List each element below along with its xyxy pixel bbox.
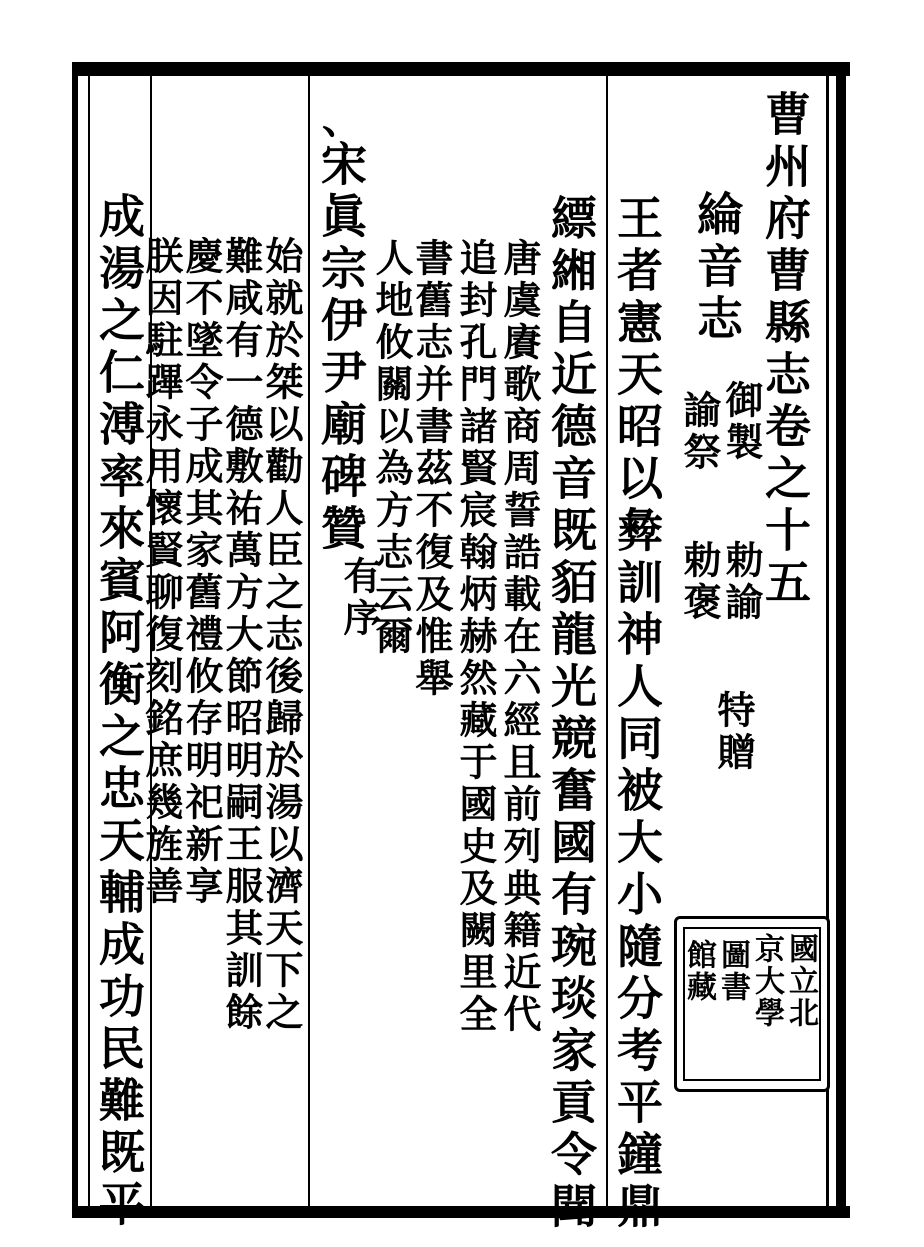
seal-text-col1: 國立北 (783, 933, 818, 1029)
text-column-5: 書舊志并書茲不復及惟舉 (409, 238, 454, 700)
text-column-10: 朕因駐蹕永用懷賢聊復刻銘庶幾旌善 (139, 236, 184, 908)
text-column-7: 始就於桀以勸人臣之志後歸於湯以濟天下之 (259, 236, 304, 1034)
text-column-8: 難咸有一德敷祐萬方大節昭明嗣王服其訓餘 (219, 236, 264, 1034)
text-column-1: 王者憲天昭以彜訓神人同被大小隨分考平鐘鼎 (610, 194, 664, 1234)
seal-text-col2: 京大學 (749, 933, 784, 1029)
section-heading: 宋眞宗伊尹廟碑贊 (314, 140, 368, 556)
text-column-4: 追封孔門諸賢宸翰炳赫然藏于國史及闕里全 (453, 238, 498, 1036)
section-label: 綸音志 (690, 190, 744, 346)
seal-text-col4: 館藏 (681, 939, 716, 1003)
text-column-6: 人地攸關以為方志云爾 (369, 238, 414, 658)
header-tezeng: 特贈 (711, 690, 756, 774)
header-chiyu: 勅諭 (719, 540, 764, 624)
left-border (72, 62, 78, 1218)
header-yuzhi: 御製 (719, 380, 764, 464)
text-column-11: 成湯之仁溥率來賓阿衡之忠天輔成功民難既平 (92, 192, 146, 1232)
text-column-2: 縹緗自近德音既貊龍光競奮國有琬琰家貢令聞 (544, 194, 598, 1234)
column-divider (308, 76, 310, 1206)
header-yuji: 諭祭 (677, 390, 722, 474)
seal-text-col3: 圖書 (715, 939, 750, 1003)
bottom-border (72, 1206, 850, 1218)
margin-mark: 、 (322, 96, 362, 143)
text-column-3: 唐虞賡歌商周誓誥載在六經且前列典籍近代 (497, 238, 542, 1036)
text-column-9: 慶不墜令子成其家舊禮攸存明祀新享 (179, 236, 224, 908)
section-heading-note: 有序 (337, 556, 382, 640)
column-divider (606, 76, 608, 1206)
top-border (72, 62, 850, 76)
column-divider (88, 76, 90, 1206)
volume-title: 曹州府曹縣志卷之十五 (758, 90, 812, 610)
right-border (836, 62, 846, 1218)
header-chibao: 勅褒 (677, 540, 722, 624)
library-seal (674, 916, 830, 1092)
